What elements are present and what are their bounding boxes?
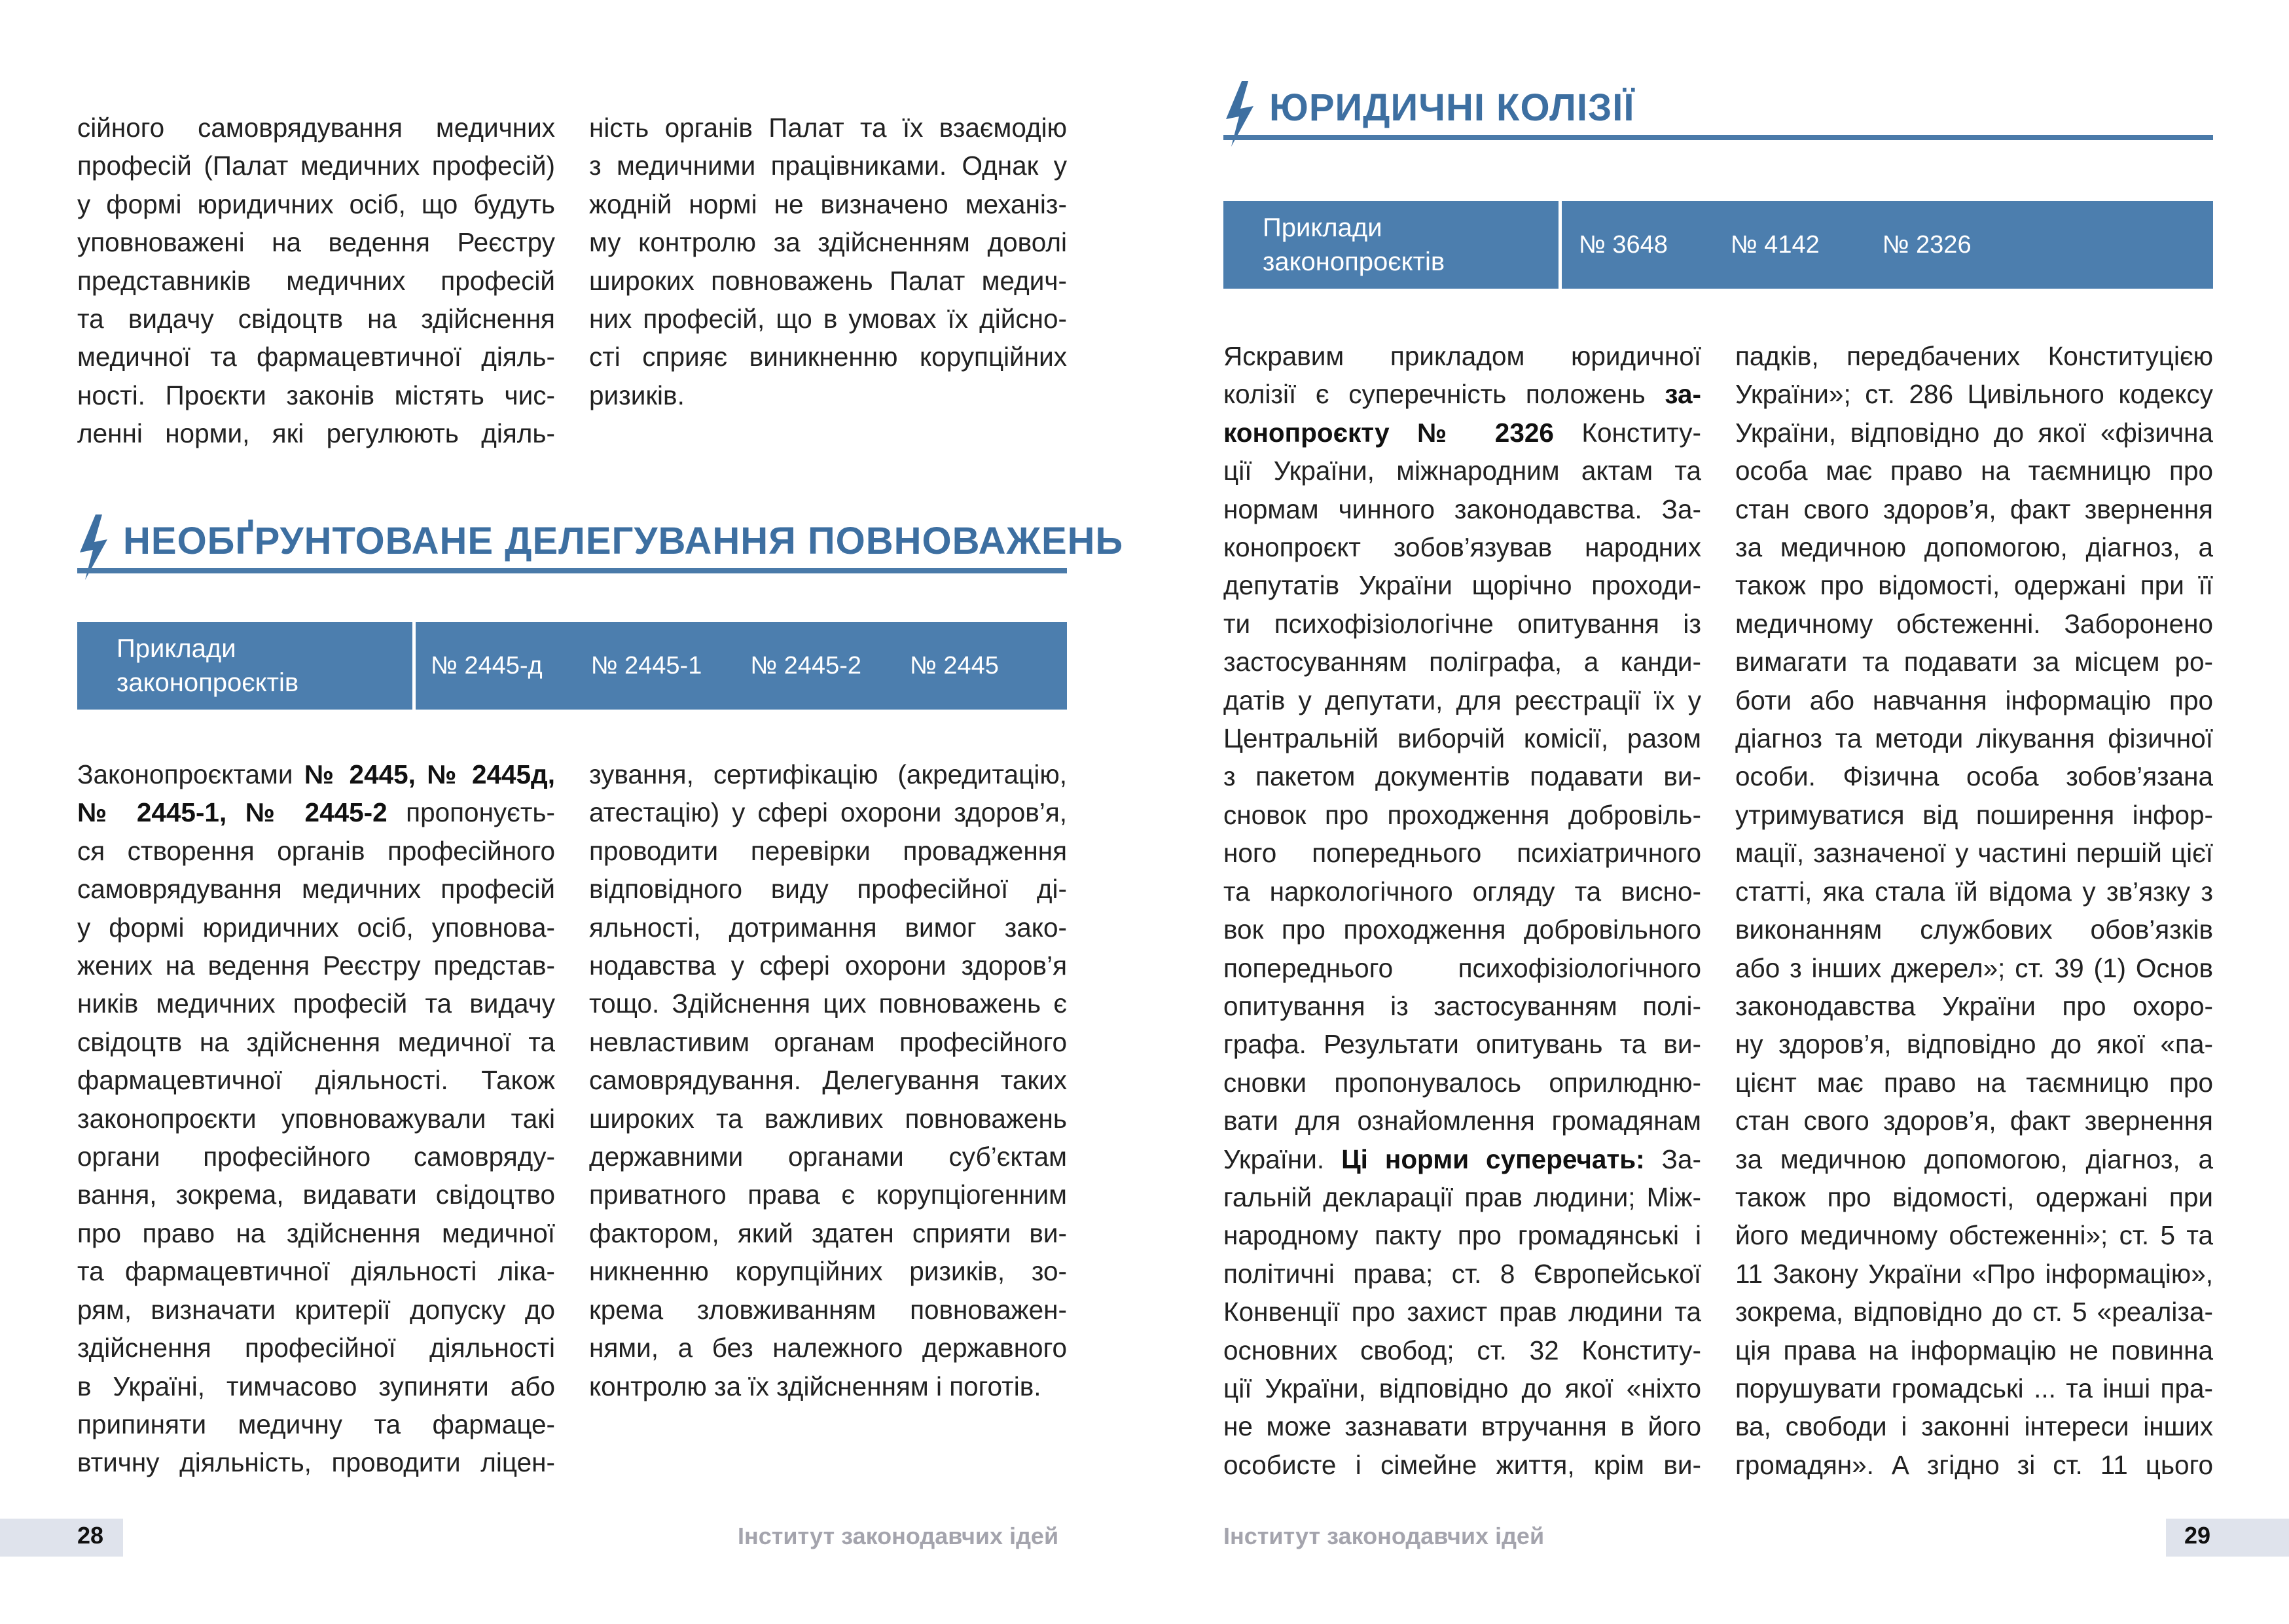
text-line: зокрема, відповідно до ст. 5 «реаліза- bbox=[1735, 1297, 2213, 1327]
page-number-tab bbox=[0, 1519, 123, 1557]
text-line: ція права на інформацію не повинна bbox=[1735, 1335, 2213, 1365]
text-line: та фармацевтичної діяльності ліка- bbox=[77, 1256, 555, 1287]
text-line: широких та важливих повноважень bbox=[589, 1103, 1067, 1134]
text-line: сновки пропонувалось оприлюдню- bbox=[1223, 1067, 1701, 1098]
text-line: професій (Палат медичних професій) bbox=[77, 151, 555, 181]
bills-list bbox=[1579, 201, 1972, 289]
left-top-column-2 bbox=[589, 109, 1067, 414]
bill-number: № 2445-1 bbox=[590, 651, 702, 679]
text-line: тощо. Здійснення цих повноважень є bbox=[589, 988, 1067, 1019]
text-line: сійного самоврядування медичних bbox=[77, 113, 555, 143]
text-line: сті сприяє виникненню корупційних bbox=[589, 342, 1067, 372]
text-line: жених на ведення Реєстру представ- bbox=[77, 950, 555, 981]
text-line: стан свого здоров’я, факт звернення bbox=[1735, 1106, 2213, 1136]
text-line: приватного права є корупціогенним bbox=[589, 1180, 1067, 1210]
bill-number: № 2326 bbox=[1882, 230, 1972, 259]
text-line: органи професійного самовряду- bbox=[77, 1142, 555, 1172]
section-heading-delegation bbox=[77, 514, 1124, 573]
text-line: стан свого здоров’я, факт звернення bbox=[1735, 494, 2213, 524]
text-line: законопроєкти уповноважували такі bbox=[77, 1103, 555, 1134]
text-line: в Україні, тимчасово зупиняти або bbox=[77, 1371, 555, 1401]
text-line: виконанням службових обов’язків bbox=[1735, 914, 2213, 945]
text-line: депутатів України щорічно проходи- bbox=[1223, 570, 1701, 601]
text-line: мації, зазначеної у частині першій цієї bbox=[1735, 838, 2213, 869]
section-rule bbox=[1223, 135, 2213, 140]
text-line: з пакетом документів подавати ви- bbox=[1223, 761, 1701, 792]
page-number: 28 bbox=[77, 1522, 104, 1549]
text-line: особи. Фізична особа зобов’язана bbox=[1735, 761, 2213, 792]
left-body-column-2 bbox=[589, 755, 1067, 1405]
text-line: України, відповідно до якої «фізична bbox=[1735, 417, 2213, 448]
text-line: ва, свободи і законні інтереси інших bbox=[1735, 1411, 2213, 1442]
text-line: порушувати громадські ... та інші пра- bbox=[1735, 1373, 2213, 1403]
text-line: ного попереднього психіатричного bbox=[1223, 838, 1701, 869]
text-line: фармацевтичної діяльності. Також bbox=[77, 1065, 555, 1096]
footer-institute: Інститут законодавчих ідей bbox=[738, 1523, 1059, 1549]
text-line: вання, зокрема, видавати свідоцтво bbox=[77, 1180, 555, 1210]
text-line: припиняти медичну та фармаце- bbox=[77, 1409, 555, 1439]
text-line: них професій, що в умовах їх дійсно- bbox=[589, 304, 1067, 334]
text-line: уповноважені на ведення Реєстру bbox=[77, 227, 555, 258]
section-title: ЮРИДИЧНІ КОЛІЗІЇ bbox=[1269, 86, 1635, 129]
text-line: статті, яка стала їй відома у зв’язку з bbox=[1735, 876, 2213, 907]
text-line: у формі юридичних осіб, уповнова- bbox=[77, 912, 555, 943]
text-line: з медичними працівниками. Однак у bbox=[589, 151, 1067, 181]
text-line: цієнт має право на таємницю про bbox=[1735, 1067, 2213, 1098]
text-line: ції України, міжнародним актам та bbox=[1223, 456, 1701, 486]
text-line: попереднього психофізіологічного bbox=[1223, 952, 1701, 983]
text-line: за медичною допомогою, діагноз, а bbox=[1735, 1144, 2213, 1174]
text-line: ників медичних професій та видачу bbox=[77, 988, 555, 1019]
bill-number: № 2445 bbox=[910, 651, 999, 679]
text-line: невластивим органам професійного bbox=[589, 1026, 1067, 1057]
bill-number: № 2445-д bbox=[431, 651, 543, 679]
text-line: втичну діяльність, проводити ліцен- bbox=[77, 1447, 555, 1478]
text-line: застосуванням поліграфа, а канди- bbox=[1223, 647, 1701, 677]
text-line: рям, визначати критерії допуску до bbox=[77, 1294, 555, 1325]
bill-number: № 4142 bbox=[1730, 230, 1820, 259]
text-line: або з інших джерел»; ст. 39 (1) Основ bbox=[1735, 952, 2213, 983]
text-line: державними органами суб’єктам bbox=[589, 1142, 1067, 1172]
text-line: відповідного виду професійної ді- bbox=[589, 874, 1067, 905]
text-line: нормам чинного законодавства. За- bbox=[1223, 494, 1701, 524]
text-line: проводити перевірки провадження bbox=[589, 835, 1067, 866]
text-line: не може зазнавати втручання в його bbox=[1223, 1411, 1701, 1442]
text-line: політичні права; ст. 8 Європейської bbox=[1223, 1258, 1701, 1289]
text-line: жодній нормі не визначено механіз- bbox=[589, 189, 1067, 219]
text-line: му контролю за здійсненням доволі bbox=[589, 227, 1067, 258]
section-title: НЕОБҐРУНТОВАНЕ ДЕЛЕГУВАННЯ ПОВНОВАЖЕНЬ bbox=[123, 520, 1124, 562]
left-top-column-1 bbox=[77, 109, 555, 453]
bills-bar bbox=[1223, 201, 2213, 289]
text-line: Центральній виборчій комісії, разом bbox=[1223, 723, 1701, 754]
section-rule bbox=[77, 568, 1067, 573]
text-line: представників медичних професій bbox=[77, 265, 555, 296]
text-line: контролю за їх здійсненням і поготів. bbox=[589, 1371, 1041, 1401]
left-body-column-1: Законопроєктами № 2445, № 2445д, № 2445-1, № 2445-2 пропонуєть- ся створення органів професійного самоврядування медичних професій у формі юридичних осіб, уповнова- жених на ведення Реєстру представ- ників медичних професій та видачу свідоцтв на здійснення медичної та фармацевтичної діяльності. Також законопроєкти уповноважували такі органи професійного самовряду- вання, зокрема, видавати свідоцтво про право на здійснення медичної та фармацевтичної діяльності ліка- рям, визначати критерії допуску до здійснення професійної діяльності в Україні, тимчасово зупиняти або припиняти медичну та фармаце- втичну діяльність, проводити ліцен- bbox=[77, 755, 555, 1482]
bills-label: Приклади законопроєктів bbox=[77, 622, 416, 710]
text-line: атестацію) у сфері охорони здоров’я, bbox=[589, 797, 1067, 828]
text-line: вати для ознайомлення громадянам bbox=[1223, 1106, 1701, 1136]
text-line: у формі юридичних осіб, що будуть bbox=[77, 189, 555, 219]
text-line: медичної та фармацевтичної діяль- bbox=[77, 342, 555, 372]
text-line: самоврядування. Делегування таких bbox=[589, 1065, 1067, 1096]
text-line: ти психофізіологічне опитування із bbox=[1223, 608, 1701, 639]
text-line: сновок про проходження добровіль- bbox=[1223, 799, 1701, 830]
text-line: широких повноважень Палат медич- bbox=[589, 265, 1067, 296]
page-number: 29 bbox=[2184, 1522, 2211, 1549]
text-line: графа. Результати опитувань та ви- bbox=[1223, 1029, 1701, 1060]
text-line: гальній декларації прав людини; Між- bbox=[1223, 1182, 1701, 1212]
right-column-2 bbox=[1735, 337, 2213, 1484]
text-line: крема зловживанням повноважен- bbox=[589, 1294, 1067, 1325]
text-line: здійснення професійної діяльності bbox=[77, 1333, 555, 1363]
right-column-1: Яскравим прикладом юридичної колізії є суперечність положень за- конопроєкту № 2326 Конститу- ції України, міжнародним актам та нормам чинного законодавства. За- конопроєкт зобов’язував народних депутатів України щорічно проходи- ти психофізіологічне опитування із застосуванням поліграфа, а канди- датів у депутати, для реєстрації їх у Центральній виборчій комісії, разом з пакетом документів подавати ви- сновок про проходження добровіль- ного попереднього психіатричного та наркологічного огляду та висно- вок про проходження добровільного попереднього психофізіологічного опитування із застосуванням полі- графа. Результати опитувань та ви- сновки пропонувалось оприлюдню- вати для ознайомлення громадянам України. Ці норми суперечать: За- гальній декларації прав людини; Між- народному пакту про громадянські і політичні права; ст. 8 Європейської Конвенції про захист прав людини та основних свобод; ст. 32 Конститу- ції України, відповідно до якої «ніхто не може зазнавати втручання в його особисте і сімейне життя, крім ви- bbox=[1223, 337, 1701, 1484]
text-line: громадян». А згідно зі ст. 11 цього bbox=[1735, 1449, 2213, 1480]
text-line: України»; ст. 286 Цивільного кодексу bbox=[1735, 379, 2213, 410]
section-heading-collisions bbox=[1223, 81, 2213, 140]
text-line: 11 Закону України «Про інформацію», bbox=[1735, 1258, 2213, 1289]
text-line: конопроєкт зобов’язував народних bbox=[1223, 532, 1701, 563]
text-line: свідоцтв на здійснення медичної та bbox=[77, 1026, 555, 1057]
text-line: ність органів Палат та їх взаємодію bbox=[589, 113, 1067, 143]
text-line: особа має право на таємницю про bbox=[1735, 456, 2213, 486]
text-line: основних свобод; ст. 32 Конститу- bbox=[1223, 1335, 1701, 1365]
text-line: ризиків. bbox=[589, 380, 685, 410]
text-line: також про відомості, одержані при bbox=[1735, 1182, 2213, 1212]
text-line: боти або навчання інформацію про bbox=[1735, 685, 2213, 715]
text-line: ції України, відповідно до якої «ніхто bbox=[1223, 1373, 1701, 1403]
text-line: медичному обстеженні. Заборонено bbox=[1735, 608, 2213, 639]
text-line: нями, а без належного державного bbox=[589, 1333, 1067, 1363]
text-line: датів у депутати, для реєстрації їх у bbox=[1223, 685, 1701, 715]
text-line: та наркологічного огляду та висно- bbox=[1223, 876, 1701, 907]
text-line: яльності, дотримання вимог зако- bbox=[589, 912, 1067, 943]
text-line: ну здоров’я, відповідно до якої «па- bbox=[1735, 1029, 2213, 1060]
text-line: утримуватися від поширення інфор- bbox=[1735, 799, 2213, 830]
text-line: падків, передбачених Конституцією bbox=[1735, 341, 2213, 371]
text-line: опитування із застосуванням полі- bbox=[1223, 990, 1701, 1021]
text-line: та видачу свідоцтв на здійснення bbox=[77, 304, 555, 334]
text-line: нодавства у сфері охорони здоров’я bbox=[589, 950, 1067, 981]
text-line: України. Ці норми суперечать: За- bbox=[1223, 1144, 1701, 1174]
text-line: вимагати та подавати за місцем ро- bbox=[1735, 647, 2213, 677]
bills-label: Приклади законопроєктів bbox=[1223, 201, 1562, 289]
bills-list bbox=[431, 622, 999, 710]
text-line: вок про проходження добровільного bbox=[1223, 914, 1701, 945]
text-line: особисте і сімейне життя, крім ви- bbox=[1223, 1449, 1701, 1480]
bills-bar bbox=[77, 622, 1067, 710]
text-line: Конвенції про захист прав людини та bbox=[1223, 1297, 1701, 1327]
text-line: його медичному обстеженні»; ст. 5 та bbox=[1735, 1220, 2213, 1251]
text-line: за медичною допомогою, діагноз, а bbox=[1735, 532, 2213, 563]
text-line: ленні норми, які регулюють діяль- bbox=[77, 418, 555, 449]
text-line: самоврядування медичних професій bbox=[77, 874, 555, 905]
text-line: никненню корупційних ризиків, зо- bbox=[589, 1256, 1067, 1287]
text-line: народному пакту про громадянські і bbox=[1223, 1220, 1701, 1251]
text-line: законодавства України про охоро- bbox=[1735, 990, 2213, 1021]
text-line: також про відомості, одержані при її bbox=[1735, 570, 2213, 601]
text-line: ся створення органів професійного bbox=[77, 835, 555, 866]
text-line: ності. Проєкти законів містять чис- bbox=[77, 380, 555, 410]
text-line: фактором, який здатен сприяти ви- bbox=[589, 1218, 1067, 1248]
bill-number: № 3648 bbox=[1579, 230, 1668, 259]
footer-institute: Інститут законодавчих ідей bbox=[1223, 1523, 1545, 1549]
bill-number: № 2445-2 bbox=[750, 651, 861, 679]
text-line: зування, сертифікацію (акредитацію, bbox=[589, 759, 1067, 789]
text-line: діагноз та методи лікування фізичної bbox=[1735, 723, 2213, 754]
text-line: про право на здійснення медичної bbox=[77, 1218, 555, 1248]
